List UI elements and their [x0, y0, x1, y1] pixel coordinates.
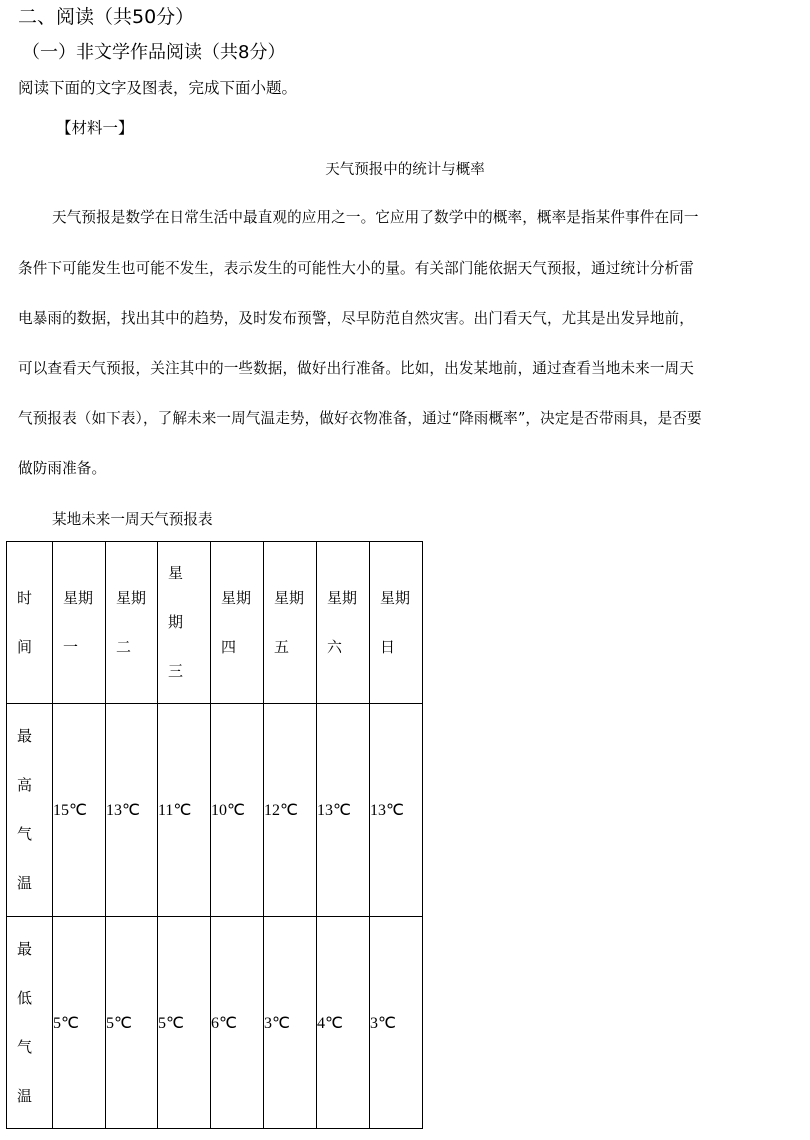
day-line: 日 — [380, 637, 396, 656]
temp-value: 4℃ — [317, 917, 370, 1129]
day-line: 星 — [168, 564, 184, 582]
header-label-char: 时 — [17, 588, 33, 607]
temp-value: 13℃ — [106, 704, 158, 917]
paragraph-line: 做防雨准备。 — [18, 460, 107, 477]
header-row — [7, 542, 423, 704]
paragraph-line: 可以查看天气预报，关注其中的一些数据，做好出行准备。比如，出发某地前，通过查看当地未来一周天 — [18, 360, 694, 377]
row-label-char: 最 — [17, 727, 33, 745]
row-label-char: 气 — [17, 1037, 33, 1056]
day-line: 星期 — [221, 588, 252, 607]
day-cell — [211, 542, 264, 704]
day-line: 二 — [116, 637, 132, 656]
row-label-cell — [7, 704, 53, 917]
temp-value: 12℃ — [264, 704, 317, 917]
day-line: 星期 — [63, 588, 94, 607]
row-label-cell — [7, 917, 53, 1129]
temp-value: 15℃ — [53, 704, 106, 917]
temp-value: 6℃ — [211, 917, 264, 1129]
day-line: 六 — [327, 637, 343, 656]
day-cell — [317, 542, 370, 704]
temp-value: 5℃ — [106, 917, 158, 1129]
day-cell — [370, 542, 423, 704]
day-line: 三 — [168, 662, 184, 680]
day-line: 期 — [168, 613, 184, 631]
temp-value: 3℃ — [370, 917, 423, 1129]
subsection-title: （一）非文学作品阅读（共8分） — [22, 42, 286, 63]
instruction-text: 阅读下面的文字及图表，完成下面小题。 — [18, 79, 298, 97]
day-line: 星期 — [274, 588, 305, 607]
paragraph-line: 气预报表（如下表），了解未来一周气温走势，做好衣物准备，通过“降雨概率”，决定是否带雨具，是否要 — [18, 410, 702, 427]
temp-value: 10℃ — [211, 704, 264, 917]
row-label-char: 温 — [17, 1086, 33, 1105]
row-label-char: 低 — [17, 988, 33, 1007]
paragraph-line: 天气预报是数学在日常生活中最直观的应用之一。它应用了数学中的概率，概率是指某件事件在同一 — [52, 209, 699, 226]
day-cell — [106, 542, 158, 704]
temp-value: 5℃ — [158, 917, 211, 1129]
section-title: 二、阅读（共50分） — [18, 6, 195, 28]
paragraph-line: 条件下可能发生也可能不发生，表示发生的可能性大小的量。有关部门能依据天气预报，通过统计分析雷 — [18, 260, 694, 277]
temp-value: 11℃ — [158, 704, 211, 917]
weather-forecast-table — [6, 541, 423, 1129]
table-caption: 某地未来一周天气预报表 — [52, 511, 213, 528]
row-label-char: 温 — [17, 874, 33, 892]
temp-value: 3℃ — [264, 917, 317, 1129]
min-temp-row — [7, 917, 423, 1129]
max-temp-row — [7, 704, 423, 917]
day-line: 一 — [63, 637, 79, 656]
temp-value: 5℃ — [53, 917, 106, 1129]
day-cell — [53, 542, 106, 704]
temp-value: 13℃ — [370, 704, 423, 917]
temp-value: 13℃ — [317, 704, 370, 917]
day-line: 四 — [221, 637, 237, 656]
day-line: 星期 — [380, 588, 411, 607]
row-label-char: 最 — [17, 939, 33, 958]
day-cell — [158, 542, 211, 704]
row-label-char: 高 — [17, 776, 33, 794]
row-label-char: 气 — [17, 825, 33, 843]
header-label-cell — [7, 542, 53, 704]
day-line: 五 — [274, 637, 290, 656]
article-title: 天气预报中的统计与概率 — [325, 162, 485, 178]
material-label: 【材料一】 — [56, 119, 134, 137]
header-label-char: 间 — [17, 637, 33, 656]
day-cell — [264, 542, 317, 704]
day-line: 星期 — [116, 588, 147, 607]
paragraph-line: 电暴雨的数据，找出其中的趋势，及时发布预警，尽早防范自然灾害。出门看天气，尤其是出发异地前， — [18, 310, 694, 327]
day-line: 星期 — [327, 588, 358, 607]
